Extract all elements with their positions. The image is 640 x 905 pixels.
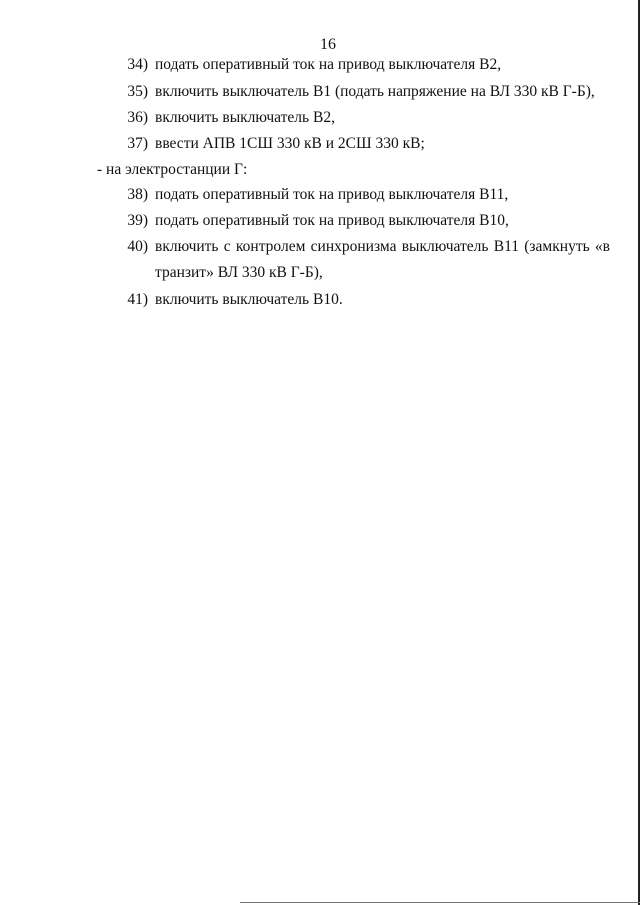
item-number: 36) xyxy=(127,109,148,126)
item-number: 39) xyxy=(127,212,148,229)
item-text: подать оперативный ток на привод выключателя В11, xyxy=(155,186,509,203)
item-number: 34) xyxy=(127,56,148,73)
item-number: 35) xyxy=(127,83,148,100)
item-text: включить выключатель В10. xyxy=(155,291,343,308)
item-text-continuation: транзит» ВЛ 330 кВ Г-Б), xyxy=(155,264,323,281)
item-text: ввести АПВ 1СШ 330 кВ и 2СШ 330 кВ; xyxy=(155,135,425,152)
item-number: 38) xyxy=(127,186,148,203)
section-heading: - на электростанции Г: xyxy=(97,161,248,178)
page-number: 16 xyxy=(320,36,336,53)
item-number: 37) xyxy=(127,135,148,152)
item-text: включить выключатель В1 (подать напряжение на ВЛ 330 кВ Г-Б), xyxy=(155,83,595,100)
scan-edge-bottom xyxy=(240,902,640,903)
item-text: включить выключатель В2, xyxy=(155,109,335,126)
item-text: подать оперативный ток на привод выключателя В10, xyxy=(155,212,509,229)
item-text: подать оперативный ток на привод выключателя В2, xyxy=(155,56,502,73)
item-number: 41) xyxy=(127,291,148,308)
item-text: включить с контролем синхронизма выключатель В11 (замкнуть «в xyxy=(155,238,610,255)
item-number: 40) xyxy=(127,238,148,255)
